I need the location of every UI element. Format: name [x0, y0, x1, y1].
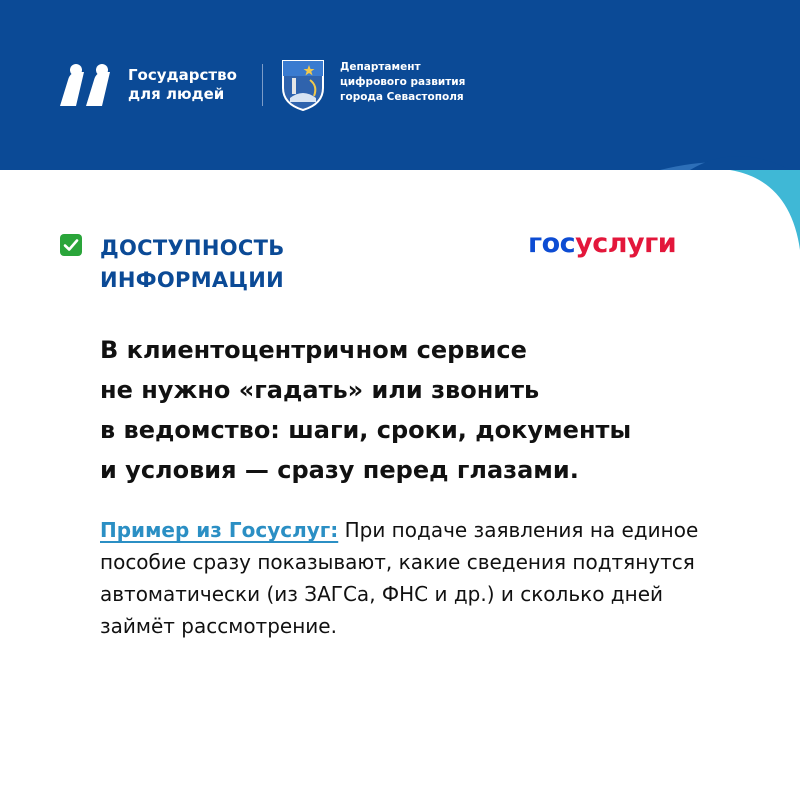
- department-logo: [280, 58, 465, 112]
- headline-line3: в ведомство: шаги, сроки, документы: [100, 416, 632, 444]
- section-heading: [60, 232, 285, 296]
- section-title-line2: ИНФОРМАЦИИ: [100, 268, 285, 292]
- section-title-line1: ДОСТУПНОСТЬ: [100, 236, 285, 260]
- brand-line2: для людей: [128, 85, 225, 103]
- brand-logo-icon: [58, 62, 114, 108]
- headline-line2: не нужно «гадать» или звонить: [100, 376, 540, 404]
- brand-line1: Государство: [128, 66, 237, 84]
- dept-line2: цифрового развития: [340, 76, 466, 88]
- example-text: При подаче заявления на единое пособие сразу показывают, какие сведения подтянутся автоматически (из ЗАГСа, ФНС и др.) и сколько дней займёт рассмотрение.: [100, 518, 699, 638]
- gos-dlya-lyudei-logo: [58, 62, 237, 108]
- dept-line3: города Севастополя: [340, 91, 464, 103]
- gosuslugi-logo-part2: услуги: [575, 228, 677, 259]
- headline-line4: и условия — сразу перед глазами.: [100, 456, 579, 484]
- gosuslugi-logo-part1: гос: [528, 228, 576, 259]
- headline-line1: В клиентоцентричном сервисе: [100, 336, 527, 364]
- header-divider: [262, 64, 263, 106]
- example-paragraph: [100, 514, 740, 642]
- dept-line1: Департамент: [340, 61, 421, 73]
- example-link[interactable]: Пример из Госуслуг:: [100, 518, 339, 542]
- gosuslugi-logo: [528, 228, 676, 259]
- checkmark-icon: [60, 234, 82, 256]
- header-banner: [0, 0, 800, 170]
- headline: [100, 330, 740, 490]
- coat-of-arms-icon: [280, 58, 326, 112]
